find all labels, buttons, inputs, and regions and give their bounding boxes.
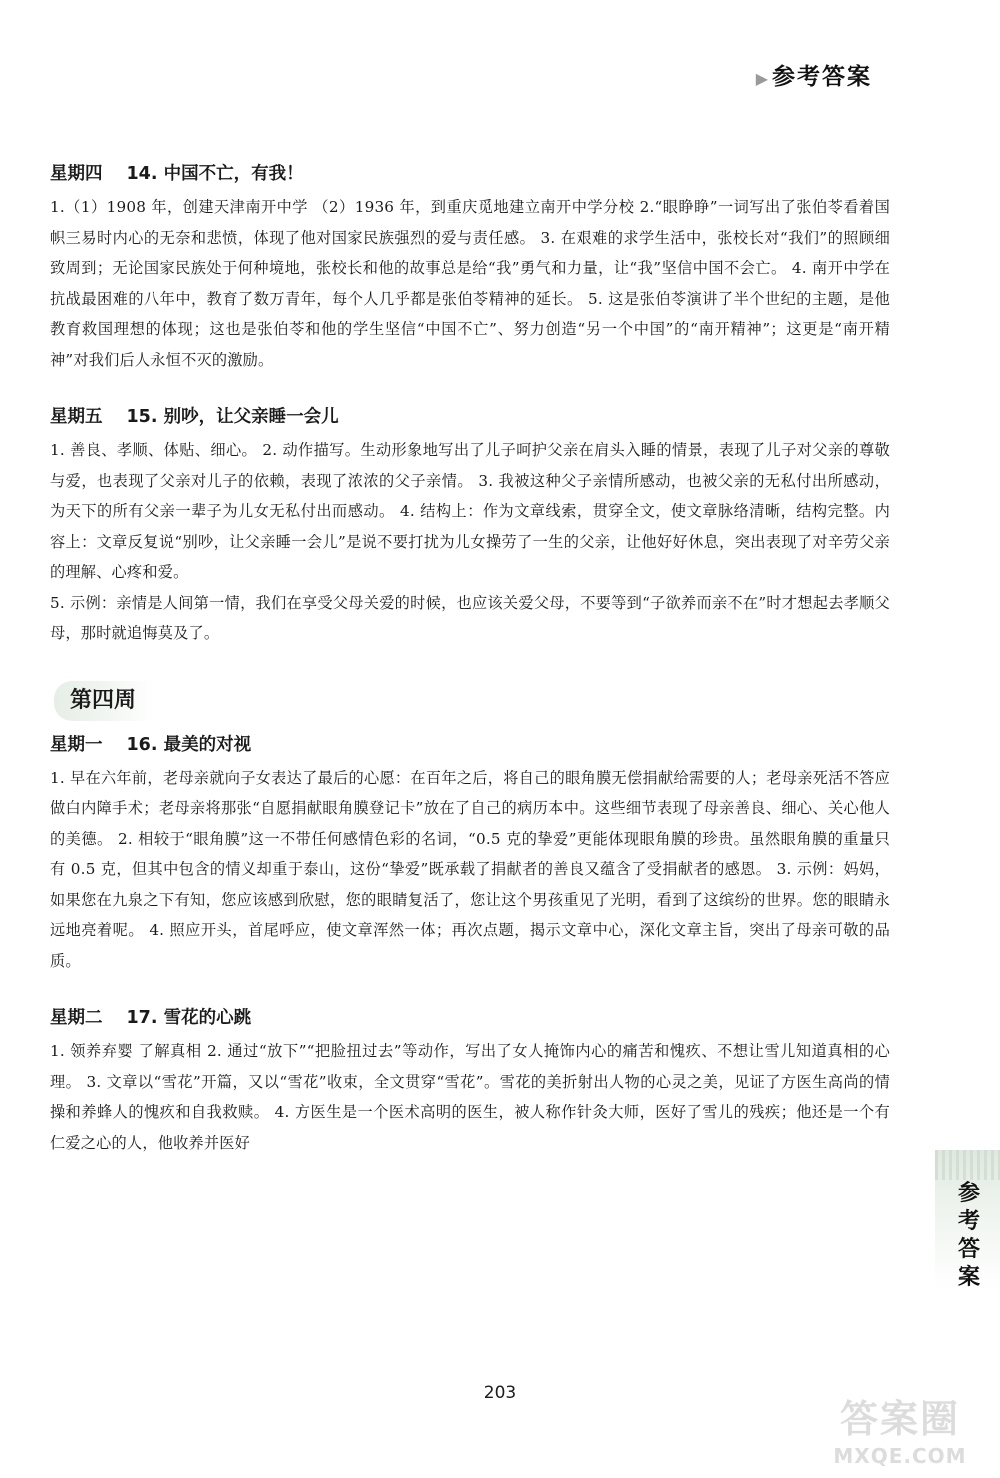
watermark-top: 答案圈 xyxy=(839,1397,960,1441)
section-body xyxy=(50,435,890,649)
header-label-text: 参考答案 xyxy=(772,64,872,90)
section-title: 17. 雪花的心跳 xyxy=(126,1008,252,1028)
watermark-bottom: MXQE.COM xyxy=(833,1444,967,1468)
page-content xyxy=(50,160,890,1186)
week-heading: 第四周 xyxy=(54,681,154,721)
watermark-logo xyxy=(810,1394,990,1474)
answer-paragraph: 1. 善良、孝顺、体贴、细心。 2. 动作描写。生动形象地写出了儿子呵护父亲在肩头入睡的情景，表现了儿子对父亲的尊敬与爱，也表现了父亲对儿子的依赖，表现了浓浓的父子亲情。 3. 我被这种父子亲情所感动，也被父亲的无私付出所感动，为天下的所有父亲一辈子为儿女无私付出而感动。 4. 结构上：作为文章线索，贯穿全文，使文章脉络清晰，结构完整。内容上：文章反复说“别吵，让父亲睡一会儿”是说不要打扰为儿女操劳了一生的父亲，让他好好休息，突出表现了对辛劳父亲的理解、心疼和爱。 xyxy=(50,441,890,581)
answer-paragraph: 1.（1）1908 年，创建天津南开中学 （2）1936 年，到重庆觅地建立南开中学分校 2.“眼睁睁”一词写出了张伯苓看着国帜三易时内心的无奈和悲愤，体现了他对国家民族强烈的爱与责任感。 3. 在艰难的求学生活中，张校长对“我们”的照顾细致周到；无论国家民族处于何种境地，张校长和他的故事总是给“我”勇气和力量，让“我”坚信中国不会亡。 4. 南开中学在抗战最困难的八年中，教育了数万青年，每个人几乎都是张伯苓精神的延长。 5. 这是张伯苓演讲了半个世纪的主题，是他教育救国理想的体现；这也是张伯苓和他的学生坚信“中国不亡”、努力创造“另一个中国”的“南开精神”；这更是“南开精神”对我们后人永恒不灭的激励。 xyxy=(50,198,890,369)
page-number: 203 xyxy=(483,1383,517,1403)
side-tab-text: 参考答案 xyxy=(957,1181,980,1290)
header-label xyxy=(756,58,872,91)
answer-paragraph: 5. 示例：亲情是人间第一情，我们在享受父母关爱的时候，也应该关爱父母，不要等到“子欲养而亲不在”时才想起去孝顺父母，那时就追悔莫及了。 xyxy=(50,593,890,642)
section-day: 星期五 xyxy=(50,407,103,427)
section-day: 星期一 xyxy=(50,734,103,755)
section-body xyxy=(50,763,890,977)
section-day: 星期四 xyxy=(50,164,103,184)
answer-paragraph: 1. 领养弃婴 了解真相 2. 通过“放下”“把脸扭过去”等动作，写出了女人掩饰内心的痛苦和愧疚、不想让雪儿知道真相的心理。 3. 文章以“雪花”开篇，又以“雪花”收束，全文贯穿“雪花”。雪花的美折射出人物的心灵之美，见证了方医生高尚的情操和养蜂人的愧疚和自我救赎。 4. 方医生是一个医术高明的医生，被人称作针灸大师，医好了雪儿的残疾；他还是一个有仁爱之心的人，他收养并医好 xyxy=(50,1042,890,1152)
section-tuesday xyxy=(50,1004,890,1158)
section-heading xyxy=(50,403,890,431)
section-friday xyxy=(50,403,890,649)
section-body xyxy=(50,192,890,375)
section-body xyxy=(50,1036,890,1158)
section-title: 16. 最美的对视 xyxy=(126,734,252,755)
section-thursday xyxy=(50,160,890,375)
section-monday xyxy=(50,731,890,977)
side-tab-decoration xyxy=(935,1150,1000,1180)
section-heading xyxy=(50,160,890,188)
section-title: 14. 中国不亡，有我！ xyxy=(126,164,304,184)
side-tab xyxy=(935,1150,1000,1290)
section-heading xyxy=(50,1004,890,1032)
section-title: 15. 别吵，让父亲睡一会儿 xyxy=(126,407,339,427)
section-heading xyxy=(50,731,890,759)
answer-paragraph: 1. 早在六年前，老母亲就向子女表达了最后的心愿：在百年之后，将自己的眼角膜无偿捐献给需要的人；老母亲死活不答应做白内障手术；老母亲将那张“自愿捐献眼角膜登记卡”放在了自己的病历本中。这些细节表现了母亲善良、细心、关心他人的美德。 2. 相较于“眼角膜”这一不带任何感情色彩的名词，“0.5 克的挚爱”更能体现眼角膜的珍贵。虽然眼角膜的重量只有 0.5 克，但其中包含的情义却重于泰山，这份“挚爱”既承载了捐献者的善良又蕴含了受捐献者的感恩。 3. 示例：妈妈，如果您在九泉之下有知，您应该感到欣慰，您的眼睛复活了，您让这个男孩重见了光明，看到了这缤纷的世界。您的眼睛永远地亮着呢。 4. 照应开头，首尾呼应，使文章浑然一体；再次点题，揭示文章中心，深化文章主旨，突出了母亲可敬的品质。 xyxy=(50,768,890,970)
section-day: 星期二 xyxy=(50,1008,103,1028)
triangle-marker-icon: ▶ xyxy=(755,69,770,88)
